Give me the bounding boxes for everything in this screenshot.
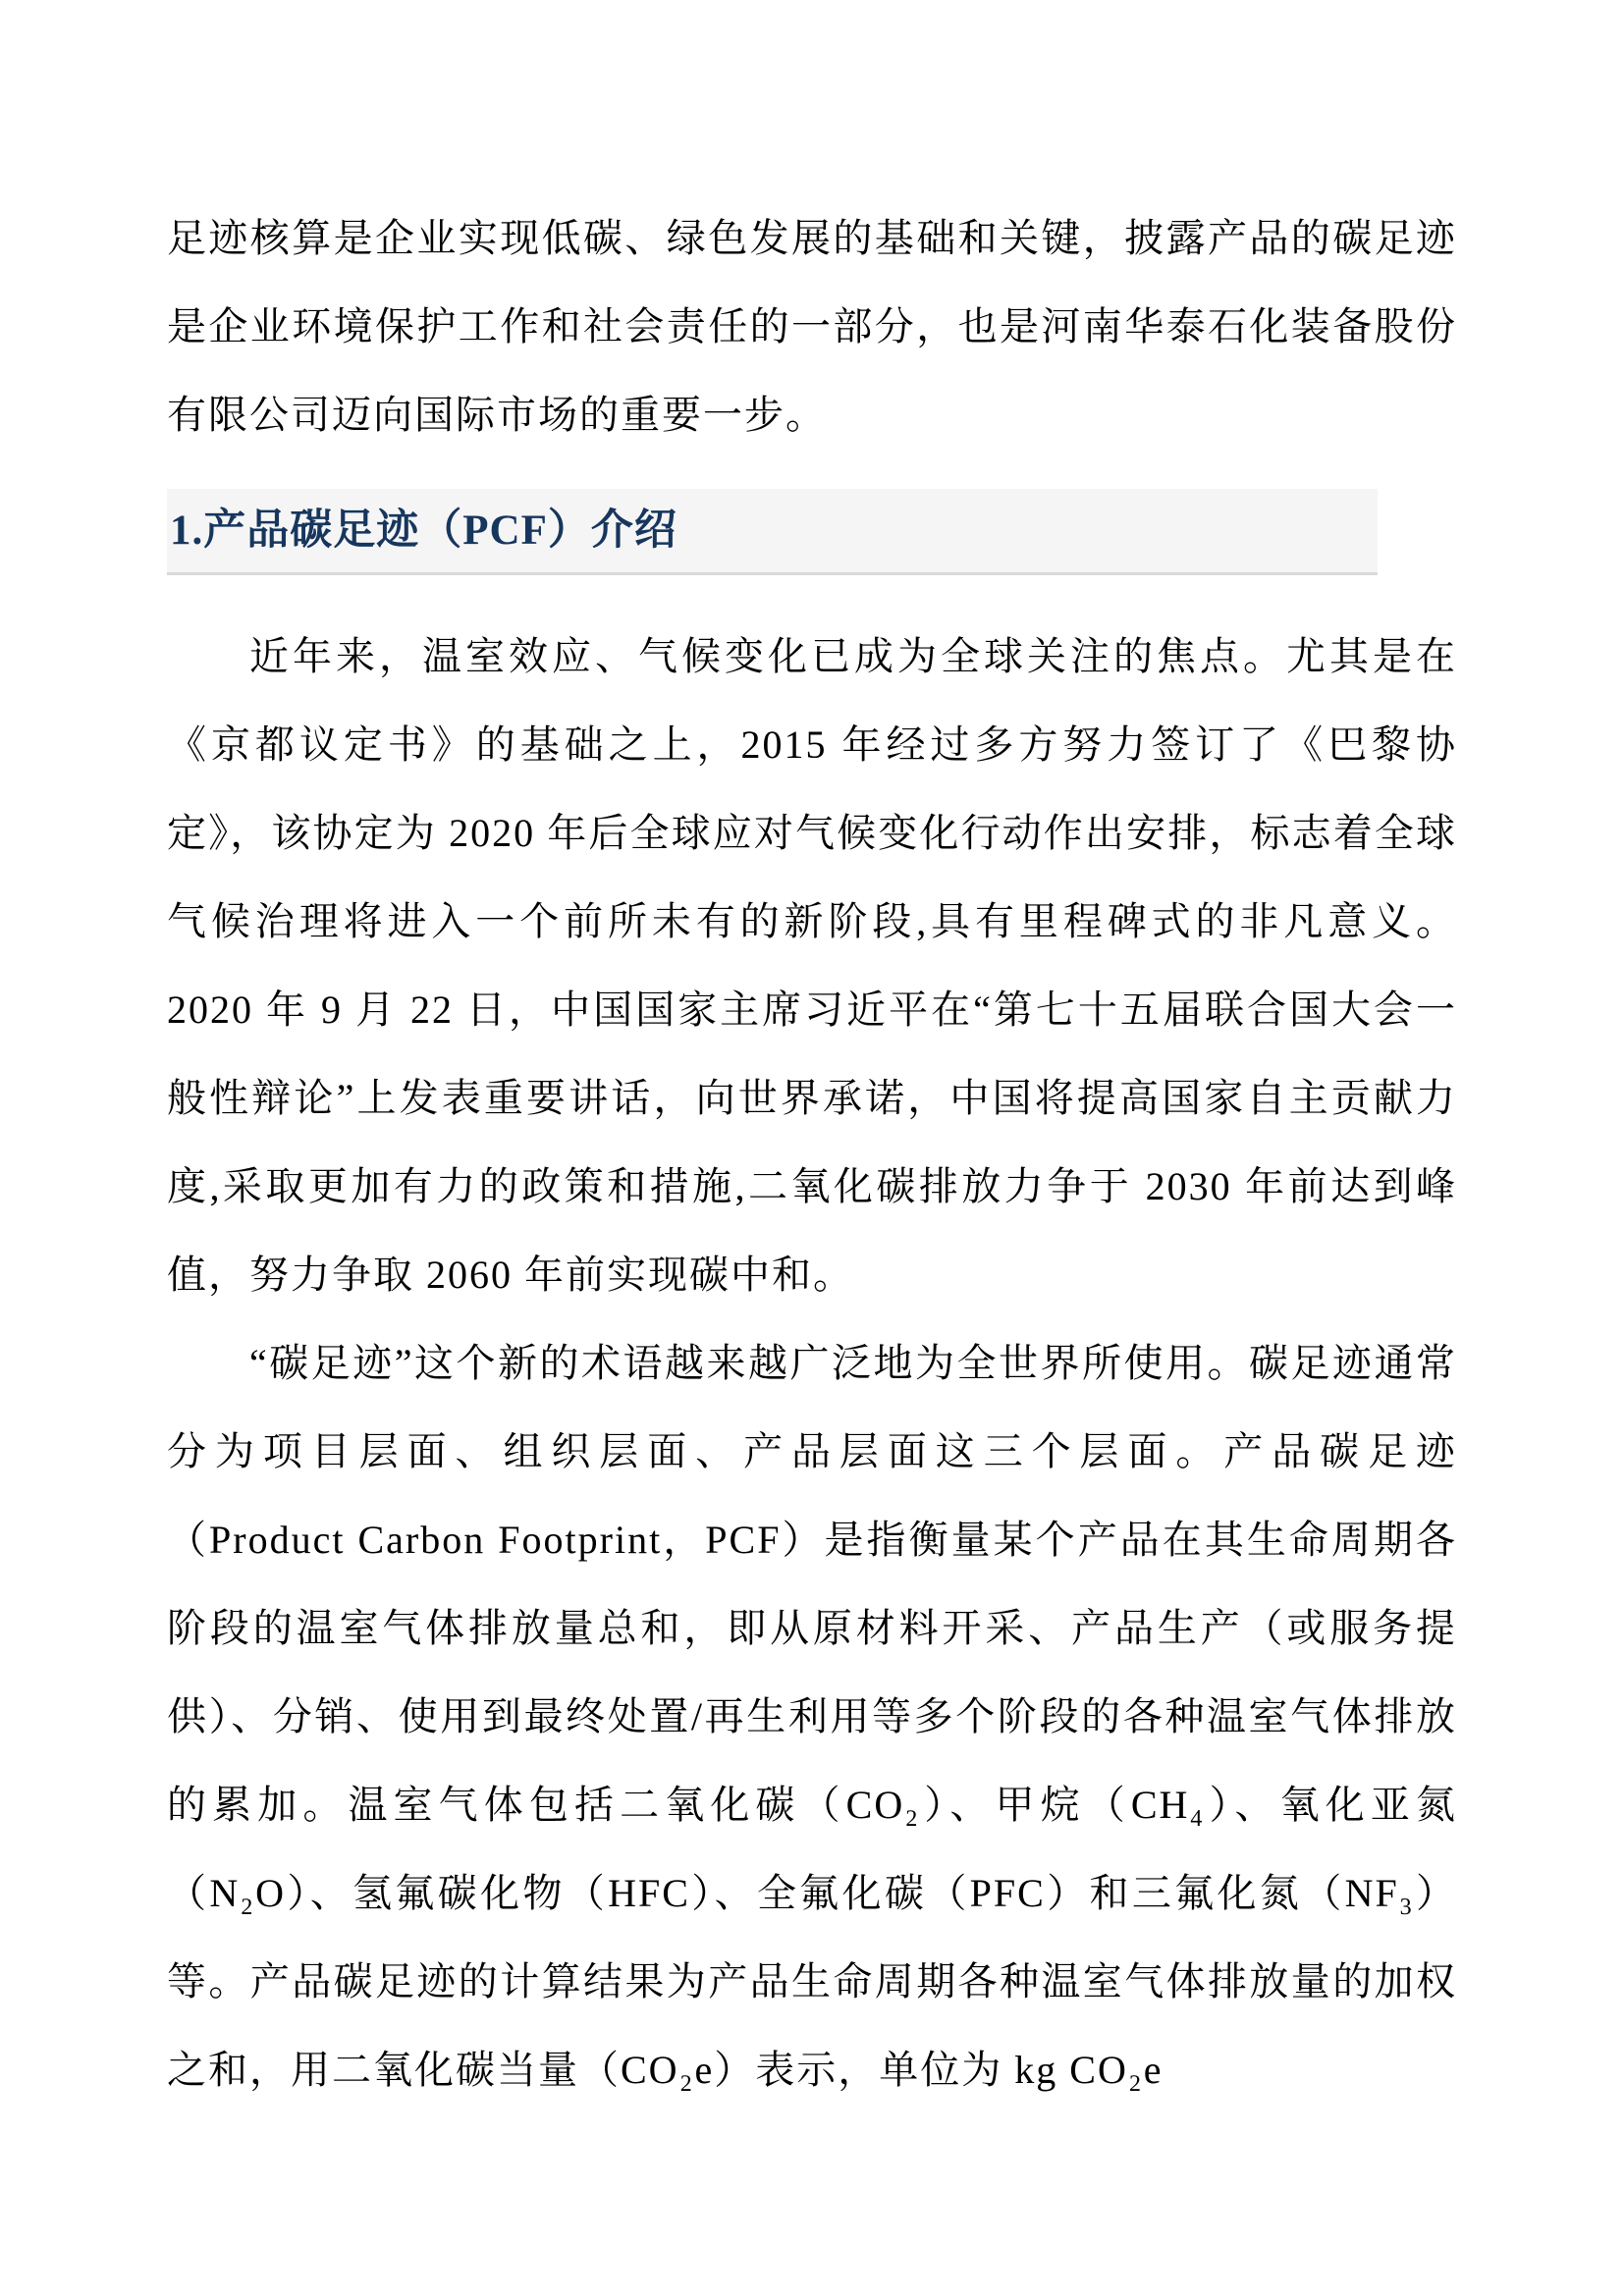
- intro-paragraph: 足迹核算是企业实现低碳、绿色发展的基础和关键，披露产品的碳足迹是企业环境保护工作和社会责任的一部分，也是河南华泰石化装备股份有限公司迈向国际市场的重要一步。: [167, 216, 1457, 437]
- body-paragraph-climate-background: 近年来，温室效应、气候变化已成为全球关注的焦点。尤其是在《京都议定书》的基础之上，2015 年经过多方努力签订了《巴黎协定》，该协定为 2020 年后全球应对气候变化行动作出安排，标志着全球气候治理将进入一个前所未有的新阶段,具有里程碑式的非凡意义。2020 年 9 月 22 日，中国国家主席习近平在“第七十五届联合国大会一般性辩论”上发表重要讲话，向世界承诺，中国将提高国家自主贡献力度,采取更加有力的政策和措施,二氧化碳排放力争于 2030 年前达到峰值，努力争取 2060 年前实现碳中和。: [167, 634, 1457, 1297]
- body-paragraph-carbon-footprint-definition: “碳足迹”这个新的术语越来越广泛地为全世界所使用。碳足迹通常分为项目层面、组织层面、产品层面这三个层面。产品碳足迹（Product Carbon Footprint，PCF）是指衡量某个产品在其生命周期各阶段的温室气体排放量总和，即从原材料开采、产品生产（或服务提供）、分销、使用到最终处置/再生利用等多个阶段的各种温室气体排放的累加。温室气体包括二氧化碳（CO₂）、甲烷（CH₄）、氧化亚氮（N₂O）、氢氟碳化物（HFC）、全氟化碳（PFC）和三氟化氮（NF₃）等。产品碳足迹的计算结果为产品生命周期各种温室气体排放量的加权之和，用二氧化碳当量（CO₂e）表示，单位为 kg CO₂e: [167, 1341, 1457, 2092]
- section-heading-pcf-intro: 1.产品碳足迹（PCF）介绍: [167, 489, 1378, 575]
